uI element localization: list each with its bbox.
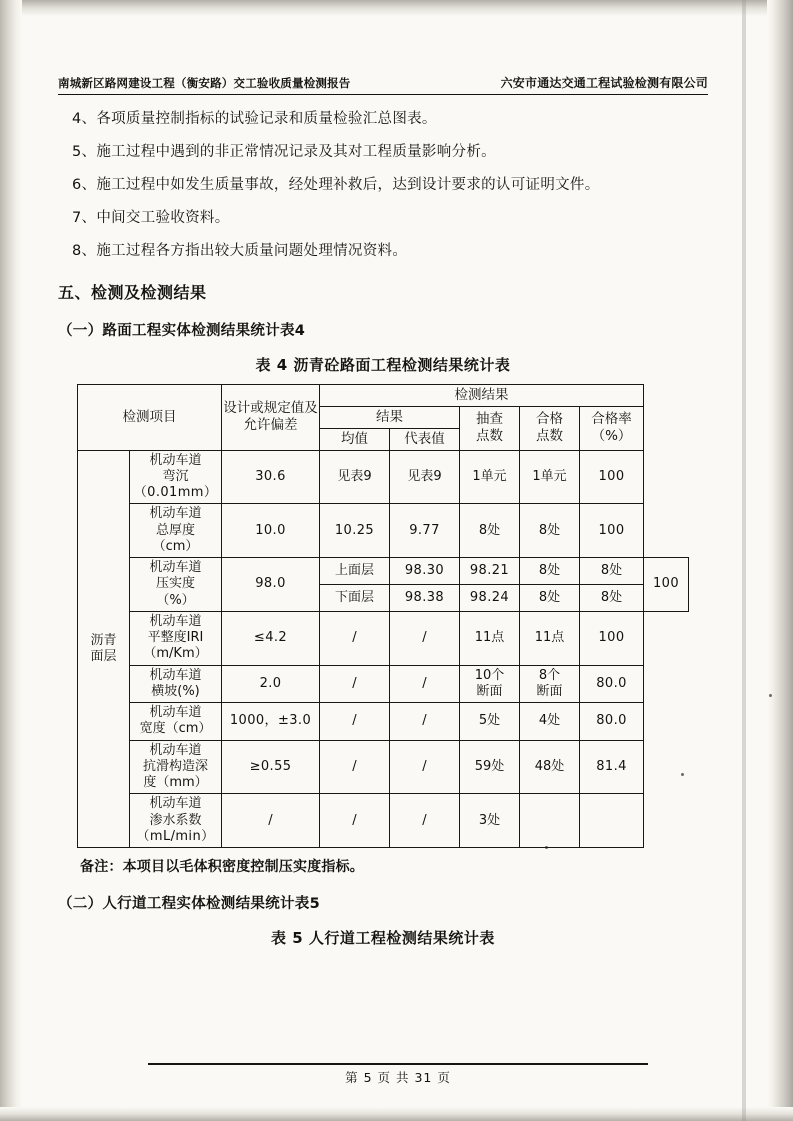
scan-edge-top [0,0,793,16]
cell-sample: 10个 断面 [460,665,520,703]
header-company-name: 六安市通达交通工程试验检测有限公司 [500,76,708,90]
cell-sample: 3处 [460,794,520,848]
th-design-value: 设计或规定值及允许偏差 [222,385,320,451]
cell-rate: 100 [580,611,644,665]
cell-rate: 80.0 [580,703,644,741]
th-pass-count-line1: 合格 [536,411,563,428]
cell-sample: 8处 [520,585,580,612]
footer-divider [148,1063,648,1065]
cell-representative: / [390,703,460,741]
th-result-group: 检测结果 [320,385,644,407]
cell-representative: 见表9 [390,450,460,504]
cell-sample: 59处 [460,740,520,794]
table-row [78,504,689,558]
cell-mean: / [320,665,390,703]
cell-pass [520,794,580,848]
cell-pass: 48处 [520,740,580,794]
table-row [78,665,689,703]
cell-design: 10.0 [222,504,320,558]
table-pavement-results [77,384,689,848]
scan-speck [769,694,772,697]
cell-mean: 10.25 [320,504,390,558]
cell-representative: 9.77 [390,504,460,558]
body-paragraph-6: 6、施工过程中如发生质量事故，经处理补救后，达到设计要求的认可证明文件。 [72,177,600,193]
cell-rate: 100 [644,558,689,612]
cell-design: ≥0.55 [222,740,320,794]
cell-sample: 11点 [460,611,520,665]
th-item: 检测项目 [78,385,222,451]
cell-item: 机动车道 渗水系数 （mL/min） [130,794,222,848]
cell-sample: 8处 [520,558,580,585]
body-paragraph-4: 4、各项质量控制指标的试验记录和质量检验汇总图表。 [72,111,437,127]
th-pass-count-line2: 点数 [536,428,563,445]
page-number: 第 5 页 共 31 页 [345,1070,451,1085]
th-sample-count [460,406,520,450]
cell-mean: 98.30 [390,558,460,585]
row-group-label-asphalt-layer [78,450,130,848]
cell-item: 机动车道 抗滑构造深 度（mm） [130,740,222,794]
cell-item: 机动车道 宽度（cm） [130,703,222,741]
cell-rate: 80.0 [580,665,644,703]
cell-representative: 98.21 [460,558,520,585]
th-representative: 代表值 [390,428,460,450]
cell-sample: 8处 [460,504,520,558]
cell-pass: 11点 [520,611,580,665]
cell-pass: 8个 断面 [520,665,580,703]
cell-item: 机动车道 压实度 （%） [130,558,222,612]
cell-representative: / [390,794,460,848]
th-pass-rate-line1: 合格率 [591,411,632,428]
scan-edge-left [0,0,22,1121]
table4-caption: 表 4 沥青砼路面工程检测结果统计表 [255,356,511,374]
cell-representative: / [390,665,460,703]
th-result-sub: 结果 [320,406,460,428]
cell-pass: 8处 [580,585,644,612]
th-pass-rate [580,406,644,450]
table-row [78,558,689,585]
cell-pass: 1单元 [520,450,580,504]
cell-pass: 8处 [520,504,580,558]
body-paragraph-7: 7、中间交工验收资料。 [72,210,230,226]
cell-mean: 98.38 [390,585,460,612]
cell-pass: 4处 [520,703,580,741]
page-footer [148,1063,648,1086]
cell-sample: 5处 [460,703,520,741]
cell-rate: 100 [580,450,644,504]
body-paragraph-5: 5、施工过程中遇到的非正常情况记录及其对工程质量影响分析。 [72,144,496,160]
cell-rate: 81.4 [580,740,644,794]
body-paragraph-8: 8、施工过程各方指出较大质量问题处理情况资料。 [72,243,408,259]
page-header [58,74,708,95]
header-report-title: 南城新区路网建设工程（衡安路）交工验收质量检测报告 [58,76,351,90]
cell-rate [580,794,644,848]
cell-design: 1000，±3.0 [222,703,320,741]
cell-mean: / [320,611,390,665]
table-row [78,450,689,504]
table-row [78,794,689,848]
th-pass-count [520,406,580,450]
cell-layer-lower: 下面层 [320,585,390,612]
cell-mean: 见表9 [320,450,390,504]
cell-item: 机动车道 平整度IRI （m/Km） [130,611,222,665]
row-group-label-line2: 面层 [90,648,117,664]
cell-design: 98.0 [222,558,320,612]
cell-representative: / [390,740,460,794]
cell-design: 30.6 [222,450,320,504]
th-sample-count-line1: 抽查 [476,411,503,428]
cell-representative: / [390,611,460,665]
subsection-heading-one: （一）路面工程实体检测结果统计表4 [58,323,306,339]
cell-item: 机动车道 弯沉 （0.01mm） [130,450,222,504]
table-row [78,703,689,741]
th-mean: 均值 [320,428,390,450]
cell-mean: / [320,794,390,848]
cell-mean: / [320,703,390,741]
th-pass-rate-line2: （%） [591,428,632,445]
table5-caption: 表 5 人行道工程检测结果统计表 [271,929,495,948]
row-group-label-line1: 沥青 [90,632,117,648]
th-sample-count-line2: 点数 [476,428,503,445]
cell-item: 机动车道 总厚度 （cm） [130,504,222,558]
table4-note: 备注：本项目以毛体积密度控制压实度指标。 [80,859,364,876]
cell-mean: / [320,740,390,794]
scan-edge-bottom [0,1107,793,1121]
cell-design: ≤4.2 [222,611,320,665]
cell-item: 机动车道 横坡(%) [130,665,222,703]
cell-pass: 8处 [580,558,644,585]
table-header-row-1 [78,385,689,407]
cell-representative: 98.24 [460,585,520,612]
section-heading-five: 五、检测及检测结果 [58,283,207,302]
subsection-heading-two: （二）人行道工程实体检测结果统计表5 [58,896,320,913]
cell-sample: 1单元 [460,450,520,504]
cell-layer-upper: 上面层 [320,558,390,585]
cell-rate: 100 [580,504,644,558]
table-row [78,740,689,794]
scan-edge-right [767,0,793,1121]
cell-design: 2.0 [222,665,320,703]
page-content [58,74,708,957]
table-row [78,611,689,665]
cell-design: / [222,794,320,848]
scan-fold-line [742,0,746,1121]
